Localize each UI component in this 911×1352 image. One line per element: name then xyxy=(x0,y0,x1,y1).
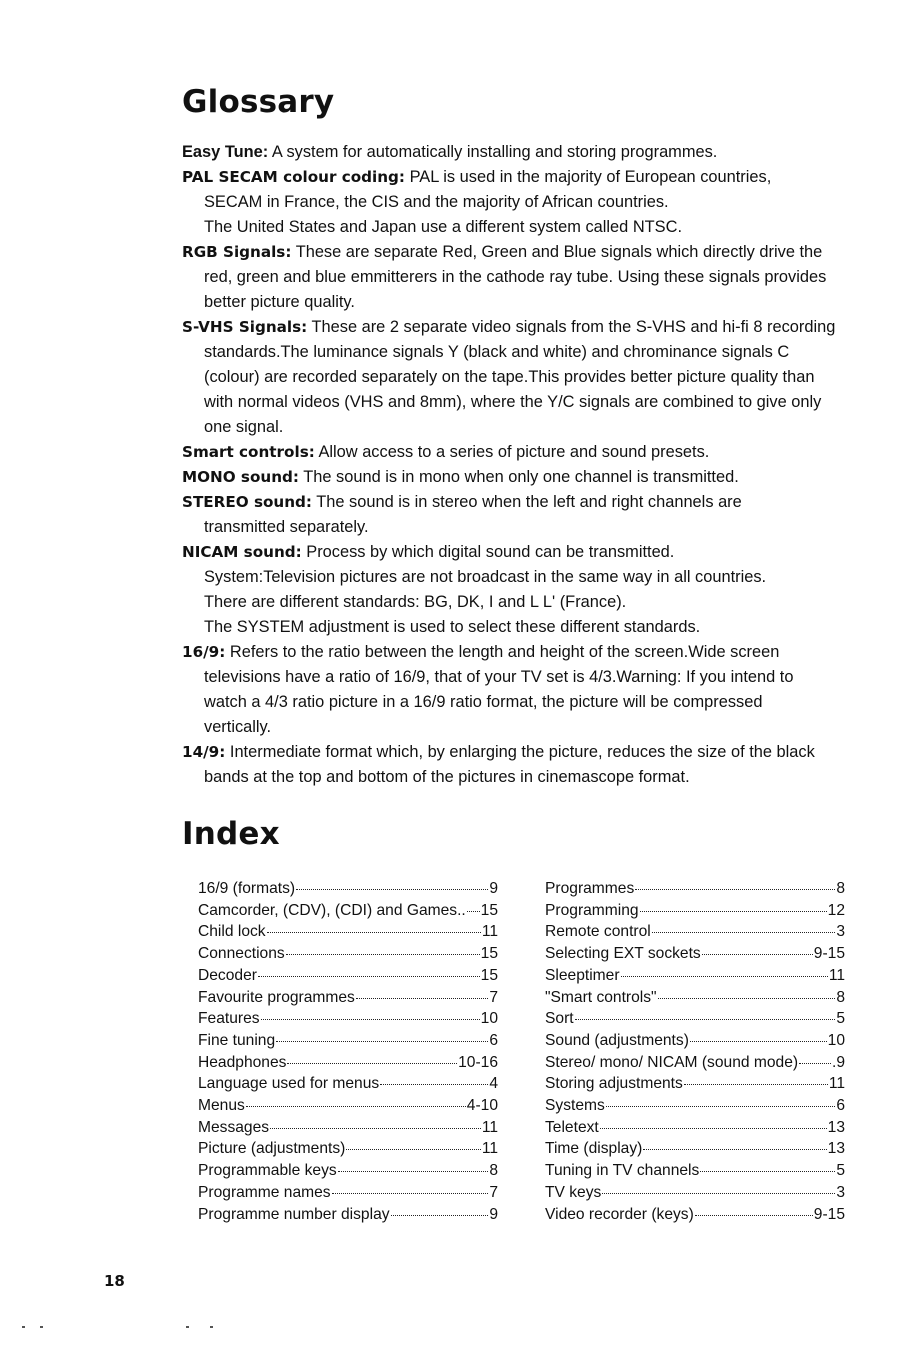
index-entry-page: 8 xyxy=(489,1162,498,1180)
index-entry xyxy=(545,900,845,922)
dot-leader xyxy=(799,1063,831,1064)
glossary-term: 16/9: xyxy=(182,643,226,661)
index-entry-name: Language used for menus xyxy=(198,1075,380,1093)
index-entry-name: Programmes xyxy=(545,880,635,897)
index-entry-name: Tuning in TV channels xyxy=(545,1162,700,1180)
glossary-entry xyxy=(182,440,862,465)
index-entry xyxy=(198,1138,498,1160)
index-entry-page: 3 xyxy=(836,1183,845,1201)
index-entry-page: 13 xyxy=(827,1140,845,1158)
glossary-definition: Intermediate format which, by enlarging the picture, reduces the size of the black xyxy=(229,743,815,761)
glossary-entry xyxy=(182,640,862,665)
glossary-definition-line: System:Television pictures are not broadcast in the same way in all countries. xyxy=(204,568,767,586)
index-entry-page: 10-16 xyxy=(458,1053,498,1071)
glossary-term: MONO sound: xyxy=(182,468,299,486)
index-entry-name: Sort xyxy=(545,1010,574,1028)
glossary-definition-line: televisions have a ratio of 16/9, that of your TV set is 4/3.Warning: If you intend to xyxy=(204,668,794,686)
index-entry-name: Programme number display xyxy=(198,1205,390,1223)
index-entry-name: 16/9 (formats) xyxy=(198,880,296,897)
glossary-term: NICAM sound: xyxy=(182,543,302,561)
index-column-right xyxy=(545,878,845,1225)
glossary-definition-line: one signal. xyxy=(204,418,284,436)
index-entry-name: TV keys xyxy=(545,1183,602,1201)
index-entry-page: 9 xyxy=(489,880,498,897)
glossary-definition-line: The SYSTEM adjustment is used to select these different standards. xyxy=(204,618,701,636)
glossary-list xyxy=(182,140,862,790)
scan-speck xyxy=(210,1326,213,1328)
index-entry-name: Remote control xyxy=(545,923,651,941)
index-entry xyxy=(198,1008,498,1030)
index-entry-page: .9 xyxy=(831,1053,845,1071)
dot-leader xyxy=(246,1106,466,1107)
index-entry-page: 11 xyxy=(828,1075,845,1093)
glossary-definition-line: watch a 4/3 ratio picture in a 16/9 ratio format, the picture will be compressed xyxy=(204,693,763,711)
index-entry-name: Programming xyxy=(545,901,639,919)
index-entry xyxy=(545,1117,845,1139)
index-entry xyxy=(545,1095,845,1117)
index-entry-name: Picture (adjustments) xyxy=(198,1140,346,1158)
index-entry-name: Camcorder, (CDV), (CDI) and Games.. xyxy=(198,901,466,919)
glossary-definition-line: bands at the top and bottom of the pictures in cinemascope format. xyxy=(204,768,690,786)
index-entry xyxy=(198,1073,498,1095)
dot-leader xyxy=(286,954,480,955)
index-entry-name: Features xyxy=(198,1010,260,1028)
glossary-entry xyxy=(182,740,862,765)
dot-leader xyxy=(391,1215,489,1216)
index-entry xyxy=(545,1204,845,1226)
index-entry-page: 10 xyxy=(827,1031,845,1049)
glossary-term: 14/9: xyxy=(182,743,226,761)
glossary-definition-line: There are different standards: BG, DK, I and L L' (France). xyxy=(204,593,627,611)
index-entry-page: 11 xyxy=(481,1118,498,1136)
index-entry xyxy=(198,1182,498,1204)
index-column-left xyxy=(198,878,498,1225)
dot-leader xyxy=(690,1041,827,1042)
index-entry-page: 15 xyxy=(480,945,498,963)
glossary-title: Glossary xyxy=(182,84,335,120)
dot-leader xyxy=(380,1084,488,1085)
glossary-term: RGB Signals: xyxy=(182,243,292,261)
dot-leader xyxy=(338,1171,489,1172)
index-entry-page: 8 xyxy=(836,880,845,897)
glossary-definition-line: vertically. xyxy=(204,718,272,736)
dot-leader xyxy=(296,889,488,890)
index-entry xyxy=(198,943,498,965)
glossary-definition-line: better picture quality. xyxy=(204,293,355,311)
glossary-entry xyxy=(182,465,862,490)
index-entry-name: Time (display) xyxy=(545,1140,643,1158)
index-entry-name: Stereo/ mono/ NICAM (sound mode) xyxy=(545,1053,799,1071)
index-entry-name: Messages xyxy=(198,1118,270,1136)
dot-leader xyxy=(346,1149,480,1150)
index-entry xyxy=(198,1030,498,1052)
index-entry xyxy=(198,921,498,943)
index-entry xyxy=(545,1160,845,1182)
glossary-definition: These are 2 separate video signals from the S-VHS and hi-fi 8 recording xyxy=(311,318,836,336)
glossary-definition: A system for automatically installing and storing programmes. xyxy=(271,143,718,161)
glossary-term: S-VHS Signals: xyxy=(182,318,308,336)
glossary-definition-line: transmitted separately. xyxy=(204,518,369,536)
index-entry-name: Selecting EXT sockets xyxy=(545,945,701,963)
index-entry-page: 3 xyxy=(836,923,845,941)
index-entry xyxy=(198,1204,498,1226)
index-entry xyxy=(198,1095,498,1117)
scan-speck xyxy=(22,1326,25,1328)
glossary-definition: The sound is in mono when only one channel is transmitted. xyxy=(303,468,739,486)
index-entry xyxy=(198,987,498,1009)
glossary-entry xyxy=(182,490,862,515)
index-entry-page: 12 xyxy=(827,901,845,919)
glossary-definition: PAL is used in the majority of European countries, xyxy=(409,168,772,186)
index-entry-name: "Smart controls" xyxy=(545,988,657,1006)
glossary-term: Easy Tune: xyxy=(182,143,269,161)
index-entry xyxy=(545,1138,845,1160)
index-entry xyxy=(545,987,845,1009)
dot-leader xyxy=(270,1128,481,1129)
dot-leader xyxy=(635,889,835,890)
glossary-definition: The sound is in stereo when the left and right channels are xyxy=(316,493,742,511)
glossary-entry xyxy=(182,315,862,340)
glossary-definition-line: with normal videos (VHS and 8mm), where the Y/C signals are combined to give only xyxy=(204,393,822,411)
dot-leader xyxy=(643,1149,826,1150)
glossary-definition: These are separate Red, Green and Blue signals which directly drive the xyxy=(295,243,823,261)
dot-leader xyxy=(658,998,836,999)
index-entry-page: 13 xyxy=(827,1118,845,1136)
index-entry xyxy=(545,921,845,943)
dot-leader xyxy=(258,976,480,977)
index-entry-page: 5 xyxy=(836,1010,845,1028)
index-entry-name: Fine tuning xyxy=(198,1031,276,1049)
scan-speck xyxy=(186,1326,189,1328)
glossary-definition-line: The United States and Japan use a different system called NTSC. xyxy=(204,218,683,236)
index-entry xyxy=(198,878,498,900)
glossary-definition-line: standards.The luminance signals Y (black and white) and chrominance signals C xyxy=(204,343,790,361)
dot-leader xyxy=(606,1106,836,1107)
index-entry xyxy=(545,1008,845,1030)
index-entry-name: Sound (adjustments) xyxy=(545,1031,689,1049)
index-entry-name: Connections xyxy=(198,945,285,963)
dot-leader xyxy=(575,1019,836,1020)
index-entry-name: Favourite programmes xyxy=(198,988,355,1006)
index-entry-page: 9-15 xyxy=(813,945,845,963)
index-entry xyxy=(545,943,845,965)
index-entry xyxy=(198,1160,498,1182)
dot-leader xyxy=(684,1084,828,1085)
glossary-term: Smart controls: xyxy=(182,443,315,461)
dot-leader xyxy=(700,1171,835,1172)
index-entry-name: Menus xyxy=(198,1097,245,1115)
index-entry xyxy=(545,965,845,987)
dot-leader xyxy=(602,1193,835,1194)
index-entry-page: 15 xyxy=(480,901,498,919)
dot-leader xyxy=(356,998,488,999)
index-entry-page: 6 xyxy=(836,1097,845,1115)
index-entry-page: 8 xyxy=(836,988,845,1006)
index-entry-page: 4-10 xyxy=(466,1097,498,1115)
index-entry xyxy=(545,1182,845,1204)
dot-leader xyxy=(467,911,480,912)
dot-leader xyxy=(652,932,836,933)
glossary-definition-line: SECAM in France, the CIS and the majority of African countries. xyxy=(204,193,669,211)
dot-leader xyxy=(702,954,813,955)
index-entry-name: Systems xyxy=(545,1097,605,1115)
scan-speck xyxy=(40,1326,43,1328)
index-entry-page: 11 xyxy=(481,923,498,941)
glossary-definition: Allow access to a series of picture and sound presets. xyxy=(318,443,710,461)
index-entry-page: 7 xyxy=(489,988,498,1006)
glossary-entry xyxy=(182,540,862,565)
index-entry-name: Programmable keys xyxy=(198,1162,337,1180)
glossary-definition-line: (colour) are recorded separately on the tape.This provides better picture quality than xyxy=(204,368,815,386)
glossary-definition: Refers to the ratio between the length and height of the screen.Wide screen xyxy=(229,643,780,661)
index-entry-page: 5 xyxy=(836,1162,845,1180)
index-entry-page: 7 xyxy=(489,1183,498,1201)
index-entry-page: 15 xyxy=(480,966,498,984)
glossary-entry xyxy=(182,240,862,265)
glossary-definition: Process by which digital sound can be transmitted. xyxy=(306,543,675,561)
dot-leader xyxy=(640,911,827,912)
index-entry-name: Headphones xyxy=(198,1053,287,1071)
index-entry-name: Child lock xyxy=(198,923,266,941)
index-entry xyxy=(545,1030,845,1052)
index-entry xyxy=(198,965,498,987)
index-entry xyxy=(545,878,845,900)
glossary-entry xyxy=(182,140,862,165)
index-entry-page: 6 xyxy=(489,1031,498,1049)
page-number: 18 xyxy=(104,1272,125,1290)
index-entry-page: 4 xyxy=(489,1075,498,1093)
dot-leader xyxy=(332,1193,489,1194)
dot-leader xyxy=(276,1041,488,1042)
index-entry xyxy=(545,1052,845,1074)
dot-leader xyxy=(621,976,828,977)
dot-leader xyxy=(267,932,481,933)
index-entry-page: 10 xyxy=(480,1010,498,1028)
glossary-entry xyxy=(182,165,862,190)
index-entry-page: 11 xyxy=(481,1140,498,1158)
index-entry-page: 9-15 xyxy=(813,1205,845,1223)
index-entry-name: Video recorder (keys) xyxy=(545,1205,694,1223)
index-entry xyxy=(545,1073,845,1095)
index-entry-name: Teletext xyxy=(545,1118,599,1136)
index-entry-page: 9 xyxy=(489,1205,498,1223)
glossary-definition-line: red, green and blue emmitterers in the cathode ray tube. Using these signals provides xyxy=(204,268,827,286)
dot-leader xyxy=(261,1019,480,1020)
dot-leader xyxy=(600,1128,827,1129)
index-entry-name: Decoder xyxy=(198,966,257,984)
index-entry-name: Programme names xyxy=(198,1183,331,1201)
glossary-term: STEREO sound: xyxy=(182,493,312,511)
index-entry-page: 11 xyxy=(828,966,845,984)
index-entry xyxy=(198,900,498,922)
index-title: Index xyxy=(182,816,280,852)
glossary-term: PAL SECAM colour coding: xyxy=(182,168,406,186)
index-entry xyxy=(198,1052,498,1074)
index-entry-name: Sleeptimer xyxy=(545,966,620,984)
index-entry xyxy=(198,1117,498,1139)
dot-leader xyxy=(287,1063,457,1064)
index-entry-name: Storing adjustments xyxy=(545,1075,683,1093)
dot-leader xyxy=(695,1215,813,1216)
